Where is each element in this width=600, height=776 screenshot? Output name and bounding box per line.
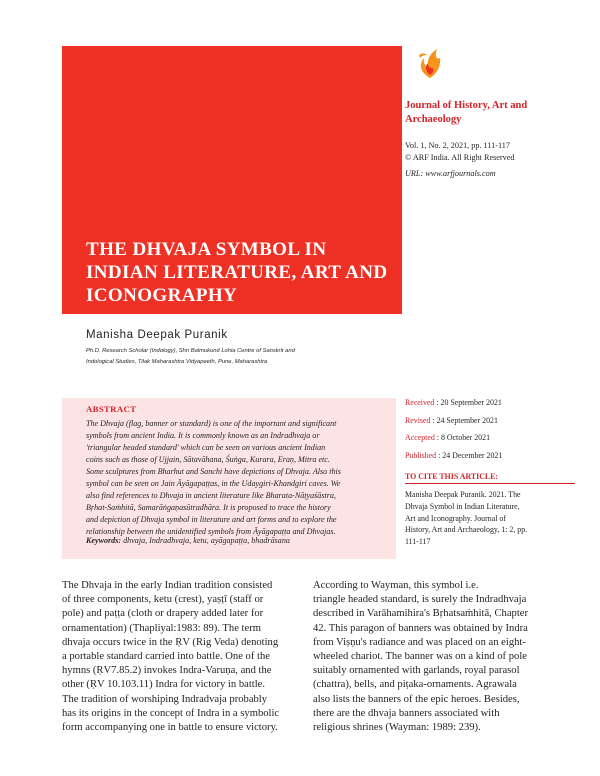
abstract-line: The Dhvaja (flag, banner or standard) is one of the important and significant — [86, 419, 337, 428]
abstract-line: and depiction of Dhvaja symbol in literature and art forms and to explore the — [86, 515, 337, 524]
body-line: wheeled chariot. The banner was on a kind of pole — [313, 651, 527, 663]
body-line: triangle headed standard, is surely the Indradhvaja — [313, 594, 527, 606]
abstract-line: coins such as those of Ujjain, Sātavāhana, Śuṅga, Kurara, Eraṇ, Mitra etc. — [86, 455, 330, 464]
citation-text — [405, 489, 577, 548]
keywords-label: Keywords: — [86, 536, 122, 545]
body-line: religious shrines (Wayman: 1989: 239). — [313, 722, 481, 734]
body-line: of three components, ketu (crest), yaṣṭī (staff or — [62, 594, 264, 606]
abstract-line: Bṛhat-Saṁhitā, Samarāṅgaṇasūtradhāra. It is proposed to trace the history — [86, 503, 331, 512]
body-column-right — [313, 579, 544, 735]
title-line: THE DHVAJA SYMBOL IN — [86, 239, 327, 260]
body-line: (chattra), bells, and piṭaka-ornaments. Agrawala — [313, 679, 517, 691]
citation-line: Art and Iconography. Journal of — [405, 513, 506, 523]
journal-name: Journal of History, Art and Archaeology — [405, 100, 528, 125]
body-line: The Dhvaja in the early Indian tradition consisted — [62, 580, 273, 591]
date-value: 8 October 2021 — [440, 433, 491, 442]
body-line: According to Wayman, this symbol i.e. — [313, 580, 479, 591]
body-line: ornamentation) (Thapliyal:1983: 89). The term — [62, 622, 261, 634]
abstract-line: 'triangular headed standard' which can be seen on various ancient Indian — [86, 443, 326, 452]
rights-line: © ARF India. All Right Reserved — [405, 152, 515, 162]
title-line: ICONOGRAPHY — [86, 285, 238, 306]
date-label: Received — [405, 398, 435, 407]
abstract-line: also find references to Dhvaja in ancient literature like Bharata-Nāṭyaśāstra, — [86, 491, 336, 500]
abstract-heading: ABSTRACT — [86, 404, 137, 414]
abstract-line: symbol can be seen on Jain Āyāgapaṭṭas, in the Udaygiri-Khandgiri caves. We — [86, 479, 341, 488]
volume-line: Vol. 1, No. 2, 2021, pp. 111-117 — [405, 141, 510, 150]
citation-line: History, Art and Archaeology, 1: 2, pp. — [405, 525, 528, 535]
author-name: Manisha Deepak Puranik — [86, 329, 228, 341]
body-column-left — [62, 579, 293, 735]
body-line: form accompanying one in battle to ensure victory. — [62, 722, 278, 734]
body-line: 42. This paragon of banners was obtained by Indra — [313, 622, 528, 634]
date-label: Published — [405, 450, 437, 460]
date-label: Accepted — [405, 433, 435, 442]
citation-line: Dhvaja Symbol in Indian Literature, — [405, 501, 520, 511]
keywords-list: dhvaja, Indradhvaja, ketu, ayāgapaṭṭa, bhadrāsana — [123, 536, 290, 545]
article-title — [86, 238, 386, 307]
date-value: 24 December 2021 — [442, 450, 503, 460]
abstract-text — [86, 418, 386, 538]
citation-line: Manisha Deepak Puranik. 2021. The — [405, 490, 521, 499]
date-published: Published : 24 December 2021 — [405, 450, 503, 460]
body-line: there are the dhvaja banners associated with — [313, 707, 500, 719]
date-accepted: Accepted : 8 October 2021 — [405, 433, 491, 442]
body-line: dhvaja occurs twice in the ṚV (Rig Veda) denoting — [62, 636, 279, 648]
date-value: 24 September 2021 — [436, 415, 498, 425]
affiliation-line: Ph.D. Research Scholar (Indology), Shri Balmukund Lohia Centre of Sanskrit and — [86, 348, 295, 354]
date-value: 20 September 2021 — [440, 398, 502, 407]
arf-flame-logo-icon — [413, 46, 447, 80]
body-line: described in Varāhamihira's Bṛhatsaṁhitā, Chapter — [313, 608, 528, 620]
body-line: The tradition of worshiping Indradvaja probably — [62, 693, 268, 705]
article-dates — [405, 394, 502, 464]
date-revised: Revised : 24 September 2021 — [405, 415, 498, 425]
journal-volume-info — [405, 140, 585, 163]
affiliation-line: Indological Studies, Tilak Maharashtra Vidyapeeth, Pune, Maharashtra — [86, 359, 268, 365]
abstract-line: relationship between the unidentified symbols from Āyāgapaṭṭa and Dhvajas. — [86, 527, 336, 536]
abstract-line: symbols from ancient India. It is commonly known as an Indradhvaja or — [86, 431, 320, 440]
body-line: pole) and paṭṭa (cloth or drapery added later for — [62, 608, 264, 620]
citation-line: 111-117 — [405, 537, 431, 547]
body-line: hymns (ṚV7.85.2) invokes Indra-Varuṇa, and the — [62, 665, 272, 677]
body-line: suitably ornamented with garlands, royal parasol — [313, 665, 520, 677]
abstract-line: Some sculptures from Bharhut and Sanchi have depictions of Dhvaja. Also this — [86, 467, 341, 476]
date-received: Received : 20 September 2021 — [405, 398, 502, 407]
title-line: INDIAN LITERATURE, ART AND — [86, 262, 388, 283]
journal-url: URL: www.arfjournals.com — [405, 169, 496, 178]
body-line: other (ṚV 10.103.11) Indra for victory in battle. — [62, 679, 265, 691]
keywords — [86, 536, 290, 545]
citation-divider — [405, 483, 575, 484]
citation-heading: TO CITE THIS ARTICLE: — [405, 472, 499, 481]
author-affiliation — [86, 346, 386, 368]
body-line: also lists the banners of the epic heroes. Besides, — [313, 693, 520, 705]
body-line: from Viṣṇu's radiance and was placed on an eight- — [313, 636, 526, 648]
body-line: a portable standard carried into battle. One of the — [62, 651, 270, 663]
date-label: Revised — [405, 415, 431, 425]
body-line: has its origins in the concept of Indra in a symbolic — [62, 707, 280, 719]
